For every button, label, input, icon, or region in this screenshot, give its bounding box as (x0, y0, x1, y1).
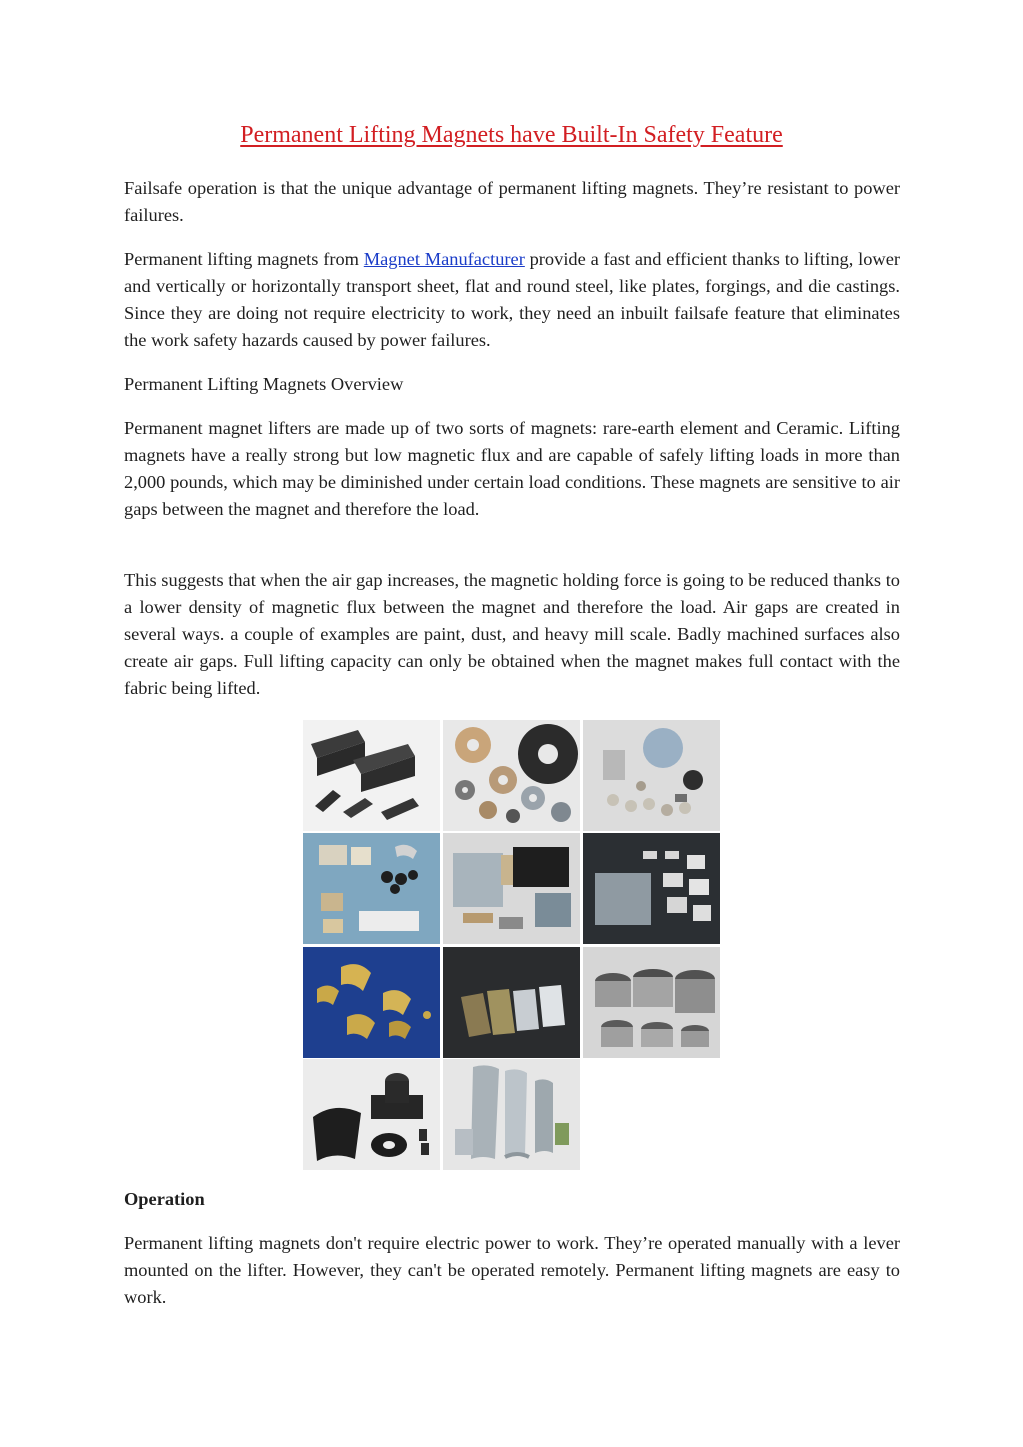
paragraph-manufacturer (124, 246, 900, 354)
mixed-neodymium-magnets-image (583, 720, 720, 831)
paragraph-operation: Permanent lifting magnets don't require electric power to work. They’re operated manually with a lever mounted on the lifter. However, they can't be operated remotely. Permanent lifting magnets are easy to work. (124, 1233, 900, 1307)
paragraph-air-gaps: This suggests that when the air gap increases, the magnetic holding force is going to be reduced thanks to a lower density of magnetic flux between the magnet and therefore the load. Air gaps are created in several ways. a couple of examples are paint, dust, and heavy mill scale. Badly machined surfaces also create air gaps. Full lifting capacity can only be obtained when the magnet makes full contact with the fabric being lifted. (124, 570, 900, 698)
paragraph-text: provide a fast and efficient thanks to lifting, lower and vertically or horizontally transport sheet, flat and round steel, like plates, forgings, and die castings. Since they are doing not require electricity to work, they need an inbuilt failsafe feature that eliminates the work safety hazards caused by power failures. (124, 249, 901, 350)
large-block-magnets-image (443, 833, 580, 944)
square-plate-magnets-image (583, 833, 720, 944)
black-arc-and-ring-magnets-image (303, 1059, 440, 1170)
paragraph-text: Permanent lifting magnets from (124, 249, 364, 269)
magnet-image-grid (303, 720, 720, 1167)
paragraph-overview: Permanent magnet lifters are made up of two sorts of magnets: rare-earth element and Ceramic. Lifting magnets have a really strong but low magnetic flux and are capable of safely lifting loads in more than 2,000 pounds, which may be diminished under certain load conditions. These magnets are sensitive to air gaps between the magnet and therefore the load. (124, 418, 900, 519)
ring-and-disc-magnets-image (443, 720, 580, 831)
paragraph-intro: Failsafe operation is that the unique advantage of permanent lifting magnets. They’re resistant to power failures. (124, 178, 900, 225)
operation-heading: Operation (124, 1189, 205, 1209)
ferrite-block-magnets-image (303, 720, 440, 831)
ring-cylinder-magnets-image (583, 947, 720, 1058)
gold-arc-magnets-image (303, 947, 440, 1058)
arc-and-ring-magnets-image (303, 833, 440, 944)
bar-magnets-image (443, 947, 580, 1058)
overview-heading: Permanent Lifting Magnets Overview (124, 374, 404, 394)
page-title: Permanent Lifting Magnets have Built-In Safety Feature (240, 122, 783, 148)
curved-arc-segment-magnets-image (443, 1059, 580, 1170)
magnet-manufacturer-link[interactable]: Magnet Manufacturer (363, 249, 525, 269)
